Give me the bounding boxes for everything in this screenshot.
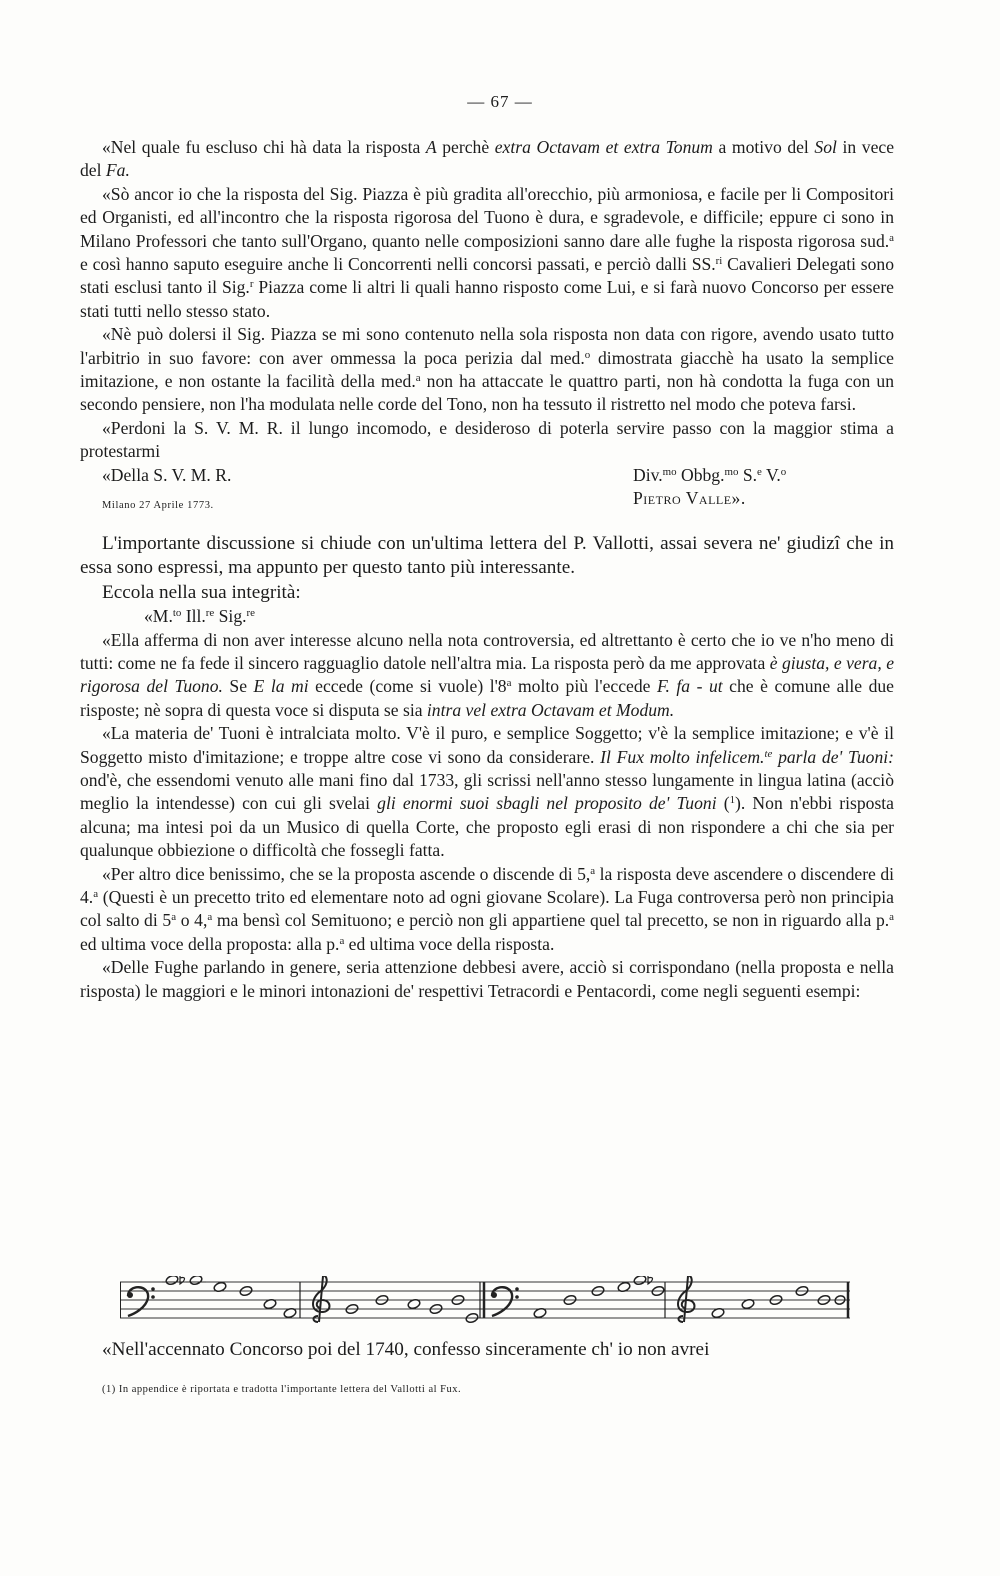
intro-paragraph: L'importante discussione si chiude con un'ultima lettera del P. Vallotti, assai severa ne' giudizî che in essa sono espressi, ma appunto per questo tanto più interessante. — [80, 532, 894, 579]
flat-sign — [180, 1276, 653, 1284]
signature-row — [80, 487, 894, 510]
paragraph: «Perdoni la S. V. M. R. il lungo incomodo, e desideroso di poterla servire passo con la maggior stima a protestarmi — [80, 417, 894, 462]
letter-paragraph: «La materia de' Tuoni è intralciata molto. V'è il puro, e semplice Soggetto; v'è la semplice imitazione; e v'è il Soggetto misto d'imitazione; e troppe altre cose vi sono da considerare. Il Fux molto infelicem.$^{te}$ parla de' Tuoni: ond'è, che essendomi venuto alle mani fino dal 1733, gli scrissi nell'anno stesso lungamente in lingua latina (acciò meglio la intendesse) con cui gli svelai gli enormi suoi sbagli nel proposito de' Tuoni ($^1$). Non n'ebbi risposta alcuna; ma intesi poi da un Musico di quella Corte, che proposto egli erasi di non rispondere a chi che sia per qualunque obbiezione o difficoltà che fossegli fatta. — [80, 723, 894, 861]
letter-paragraph: «Ella afferma di non aver interesse alcuno nella nota controversia, ed altrettanto è certo che io ve n'ho meno di tutti: come ne fa fede il sincero ragguaglio datole nell'altra mia. La risposta però da me approvata è giusta, e vera, e rigorosa del Tuono. Se E la mi eccede (come si vuole) l'8$^a$ molto più l'eccede F. fa - ut che è comune alle due risposte; nè sopra di questa voce si disputa se sia intra vel extra Octavam et Modum. — [80, 629, 895, 720]
intro-paragraph: Eccola nella sua integrità: — [102, 581, 301, 603]
signatory-name: Pietro Valle». — [633, 487, 746, 508]
whole-note — [633, 1276, 647, 1286]
bass-clef-icon — [491, 1287, 519, 1316]
paragraph: «Nè può dolersi il Sig. Piazza se mi sono contenuto nella sola risposta non data con rigore, avendo usato tutto l'arbitrio in suo favore: con aver ommessa la poca perizia dal med.$^o$ dimostrata giacchè ha usato la semplice imitazione, e non ostante la facilità della med.$^a$ non ha attaccate le quattro parti, non hà condotta la fuga con un secondo pensiere, non l'ha modulata nelle corde del Tono, non ha tessuto il ristretto nel modo che poteva farsi. — [80, 324, 894, 415]
paragraph: «Nel quale fu escluso chi hà data la risposta A perchè extra Octavam et extra Tonum a motivo del Sol in vece del Fa. — [80, 137, 894, 181]
page-number: — 67 — — [467, 92, 533, 111]
regards: Div.$^{mo}$ Obbg.$^{mo}$ S.$^e$ V.$^o$ — [633, 464, 787, 485]
bass-clef-icon — [127, 1287, 155, 1316]
paragraph: «Sò ancor io che la risposta del Sig. Piazza è più gradita all'orecchio, più armoniosa, e facile per li Compositori ed Organisti, ed all'incontro che la risposta rigorosa del Tuono è dura, e sgradevole, e difficile; eppure ci sono in Milano Professori che tanto sull'Organo, quanto nelle composizioni sanno dare alle fughe la risposta rigorosa sud.$^a$ e così hanno saputo eseguire anche li Concorrenti nelli concorsi passati, e perciò dalli SS.$^{ri}$ Cavalieri Delegati sono stati esclusi tanto il Sig.$^r$ Piazza come li altri li quali hanno risposto come Lui, e si farà nuovo Concorso per essere stati tutti nello stesso stato. — [80, 183, 895, 321]
letter-paragraph: «Per altro dice benissimo, che se la proposta ascende o discende di 5,$^a$ la risposta deve ascendere o discendere di 4.$^a$ (Questi è un precetto trito ed elementare noto ad ogni giovane Scolare). La Fuga controversa però non principia col salto di 5$^a$ o 4,$^a$ ma bensì col Semituono; e perciò non gli appartiene quel tal precetto, se non in riguardo alla p.$^a$ ed ultima voce della proposta: alla p.$^a$ ed ultima voce della risposta. — [80, 863, 894, 954]
treble-clef-icon — [678, 1276, 695, 1322]
whole-note — [189, 1276, 203, 1286]
last-line: «Nell'accennato Concorso poi del 1740, confesso sinceramente ch' io non avrei — [102, 1339, 710, 1360]
treble-clef-icon — [313, 1276, 330, 1322]
music-example — [120, 1276, 850, 1324]
whole-note — [165, 1276, 179, 1286]
signature-row — [80, 464, 894, 487]
text-body — [80, 136, 894, 1003]
place-date: Milano 27 Aprile 1773. — [102, 499, 214, 511]
closing: «Della S. V. M. R. — [102, 464, 232, 485]
salutation: «M.$^{to}$ Ill.$^{re}$ Sig.$^{re}$ — [144, 606, 256, 627]
letter-paragraph: «Delle Fughe parlando in genere, seria attenzione debbesi avere, acciò si corrispondano (nella proposta e nella risposta) le maggiori e le minori intonazioni de' respettivi Tetracordi e Pentacordi, come negli seguenti esempi: — [80, 957, 894, 1001]
footnote: (1) In appendice è riportata e tradotta l'importante lettera del Vallotti al Fux. — [102, 1384, 462, 1395]
